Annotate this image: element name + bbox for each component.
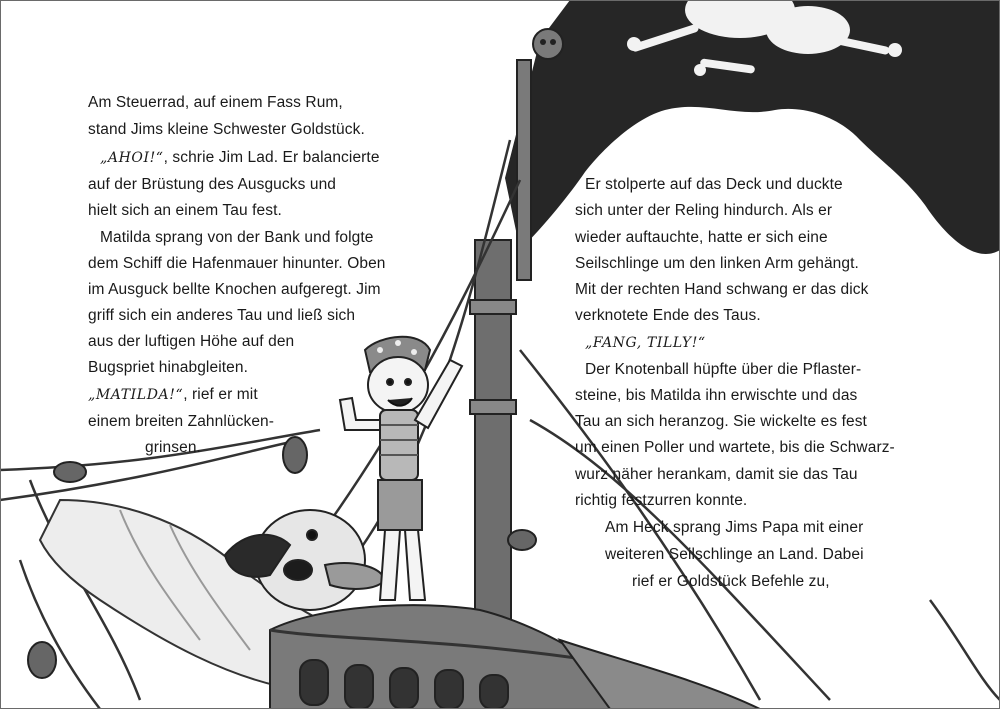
text-line: weiteren Seilschlinge an Land. Dabei [605, 546, 864, 563]
text-line: steine, bis Matilda ihn erwischte und das [575, 387, 858, 404]
dialogue-line: „MATILDA!“, rief er mit [88, 386, 258, 403]
text-line: wieder auftauchte, hatte er sich eine [575, 229, 828, 246]
text-line: auf der Brüstung des Ausgucks und [88, 176, 337, 193]
text-line: aus der luftigen Höhe auf den [88, 333, 295, 350]
text-line: Am Heck sprang Jims Papa mit einer [605, 519, 864, 536]
text-line: Seilschlinge um den linken Arm gehängt. [575, 255, 859, 272]
text-line: sich unter der Reling hindurch. Als er [575, 202, 833, 219]
text-line: dem Schiff die Hafenmauer hinunter. Oben [88, 255, 386, 272]
text-line: Matilda sprang von der Bank und folgte [100, 229, 374, 246]
text-line: im Ausguck bellte Knochen aufgeregt. Jim [88, 281, 381, 298]
dialogue-line [585, 333, 706, 353]
dialogue-line: „AHOI!“, schrie Jim Lad. Er balancierte [100, 149, 380, 166]
text-line: Am Steuerrad, auf einem Fass Rum, [88, 94, 343, 111]
text-line: richtig festzurren konnte. [575, 492, 748, 509]
text-line: verknotete Ende des Taus. [575, 307, 761, 324]
shout-matilda: „MATILDA!“ [88, 387, 184, 403]
mast [470, 60, 531, 640]
text-line: hielt sich an einem Tau fest. [88, 202, 282, 219]
mast-skull [533, 29, 563, 59]
text-line: grinsen. [145, 439, 201, 456]
text-line: Er stolperte auf das Deck und duckte [585, 176, 843, 193]
shout-fang-tilly: „FANG, TILLY!“ [585, 335, 706, 351]
text-line: rief er Goldstück Befehle zu, [632, 573, 830, 590]
text-line: Mit der rechten Hand schwang er das dick [575, 281, 869, 298]
text-line: griff sich ein anderes Tau und ließ sich [88, 307, 356, 324]
text-line: wurz näher herankam, damit sie das Tau [575, 466, 858, 483]
text-line: Tau an sich heranzog. Sie wickelte es fest [575, 413, 867, 430]
ship-stern [270, 605, 760, 709]
text-line: Bugspriet hinabgleiten. [88, 359, 248, 376]
shout-ahoi: „AHOI!“ [100, 150, 164, 166]
text-line: stand Jims kleine Schwester Goldstück. [88, 121, 365, 138]
text-line: um einen Poller und wartete, bis die Schwarz- [575, 439, 895, 456]
text-line: einem breiten Zahnlücken- [88, 413, 275, 430]
text-line: Der Knotenball hüpfte über die Pflaster- [585, 361, 862, 378]
